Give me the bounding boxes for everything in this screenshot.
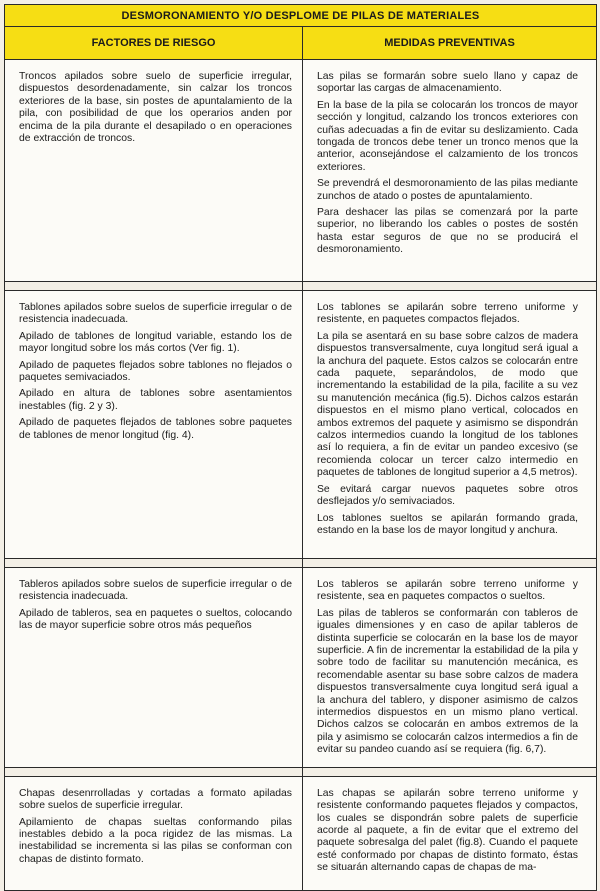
paragraph: Se prevendrá el desmoronamiento de las pilas mediante zunchos de atado o postes de apuntalamiento. bbox=[317, 178, 578, 202]
paragraph: Apilado de paquetes flejados de tablones sobre paquetes de tablones de menor longitud (fig. 4). bbox=[19, 417, 292, 441]
table-row bbox=[5, 776, 597, 890]
risk-cell bbox=[5, 291, 303, 559]
paragraph: En la base de la pila se colocarán los troncos de mayor sección y longitud, calzando los troncos exteriores con cuñas adecuadas a fin de evitar su deslizamiento. Cada tongada de troncos debe tener un tronco menos que la anterior, aconsejándose el calzamiento de los troncos exteriores. bbox=[317, 99, 578, 173]
document-page bbox=[4, 4, 596, 891]
risk-cell bbox=[5, 60, 303, 282]
paragraph: Las pilas de tableros se conformarán con tableros de iguales dimensiones y en caso de apilar tableros de distinta superficie se colocarán en la base los de mayor superficie. A fin de incrementar la estabilidad de la pila y sobre todo de facilitar su manutención mecánica, es recomendable asentar su base sobre calzos de madera dispuestos transversalmente cuya longitud será igual a la anchura del tablero, y disponer asimismo de calzos intermedios dispuestos en un mismo plano vertical. Dichos calzos se colocarán en ambos extremos de la pila y asimismo se colocarán calzos intermedios a fin de evitar su pandeo cuando así se requiera (fig. 6,7). bbox=[317, 607, 578, 756]
column-header-preventive-measures: MEDIDAS PREVENTIVAS bbox=[303, 27, 597, 60]
paragraph: Los tablones sueltos se apilarán formando grada, estando en la base los de mayor longitud y anchura. bbox=[317, 512, 578, 536]
column-header-risk-factors: FACTORES DE RIESGO bbox=[5, 27, 303, 60]
measures-cell bbox=[303, 291, 597, 559]
paragraph: Apilado de tablones de longitud variable, estando los de mayor longitud sobre los más cortos (Ver fig. 1). bbox=[19, 330, 292, 355]
risk-cell bbox=[5, 568, 303, 768]
measures-cell bbox=[303, 568, 597, 768]
paragraph: Troncos apilados sobre suelo de superficie irregular, dispuestos desordenadamente, sin calzar los troncos exteriores de la base, sin postes de apuntalamiento de la pila, con posibilidad de que los operarios anden por encima de la pila durante el desapilado o en operaciones de extracción de troncos. bbox=[19, 71, 292, 145]
paragraph: Las chapas se apilarán sobre terreno uniforme y resistente conformando paquetes flejados y compactos, los cuales se dispondrán sobre palets de superficie acorde al paquete, a fin de evitar que el extremo del paquete sobresalga del palet (fig.8). Cuando el paquete esté conformado por chapas de distinto formato, éstas se situarán alternando capas de chapas de ma- bbox=[317, 787, 578, 874]
paragraph: Para deshacer las pilas se comenzará por la parte superior, no liberando los cables o postes de sostén hasta estar seguros de que no se producirá el desmoronamiento. bbox=[317, 207, 578, 256]
paragraph: Apilado en altura de tablones sobre asentamientos inestables (fig. 2 y 3). bbox=[19, 388, 292, 412]
paragraph: Apilado de paquetes flejados sobre tablones no flejados o paquetes semivaciados. bbox=[19, 359, 292, 384]
paragraph: Tablones apilados sobre suelos de superficie irregular o de resistencia inadecuada. bbox=[19, 302, 292, 326]
risk-table bbox=[4, 4, 597, 891]
measures-cell bbox=[303, 60, 597, 282]
table-row bbox=[5, 60, 597, 282]
paragraph: Apilado de tableros, sea en paquetes o sueltos, colocando las de mayor superficie sobre otros más pequeños bbox=[19, 607, 292, 632]
paragraph: La pila se asentará en su base sobre calzos de madera dispuestos transversalmente, cuya longitud será igual a la anchura del paquete. Estos calzos se colocarán entre cada paquete, separándolos, de modo que incrementando la estabilidad de la pila, facilite a su vez su manutención mecánica (fig.5). Dichos calzos estarán dispuestos en el mismo plano vertical, colocados en ambos extremos del paquete y asimismo se dispondrán calzos intermedios cuando la longitud de los tablones así lo requiera, a fin de evitar un pandeo excesivo (se recomienda colocar un tercer calzo intermedio en paquetes de tablones de longitud superior a 4,5 metros). bbox=[317, 330, 578, 479]
paragraph: Chapas desenrrolladas y cortadas a formato apiladas sobre suelos de superficie irregular. bbox=[19, 787, 292, 812]
measures-cell bbox=[303, 776, 597, 890]
paragraph: Los tablones se apilarán sobre terreno uniforme y resistente, en paquetes compactos flejados. bbox=[317, 302, 578, 326]
table-row bbox=[5, 568, 597, 768]
table-title: DESMORONAMIENTO Y/O DESPLOME DE PILAS DE MATERIALES bbox=[5, 5, 597, 27]
table-row bbox=[5, 291, 597, 559]
risk-cell bbox=[5, 776, 303, 890]
paragraph: Tableros apilados sobre suelos de superficie irregular o de resistencia inadecuada. bbox=[19, 579, 292, 603]
paragraph: Las pilas se formarán sobre suelo llano y capaz de soportar las cargas de almacenamiento. bbox=[317, 71, 578, 95]
paragraph: Se evitará cargar nuevos paquetes sobre otros desflejados y/o semivaciados. bbox=[317, 483, 578, 508]
paragraph: Apilamiento de chapas sueltas conformando pilas inestables debido a la poca rigidez de las mismas. La inestabilidad se incrementa si las pilas se conforman con chapas de distinto formato. bbox=[19, 816, 292, 865]
paragraph: Los tableros se apilarán sobre terreno uniforme y resistente, sea en paquetes compactos o sueltos. bbox=[317, 579, 578, 603]
